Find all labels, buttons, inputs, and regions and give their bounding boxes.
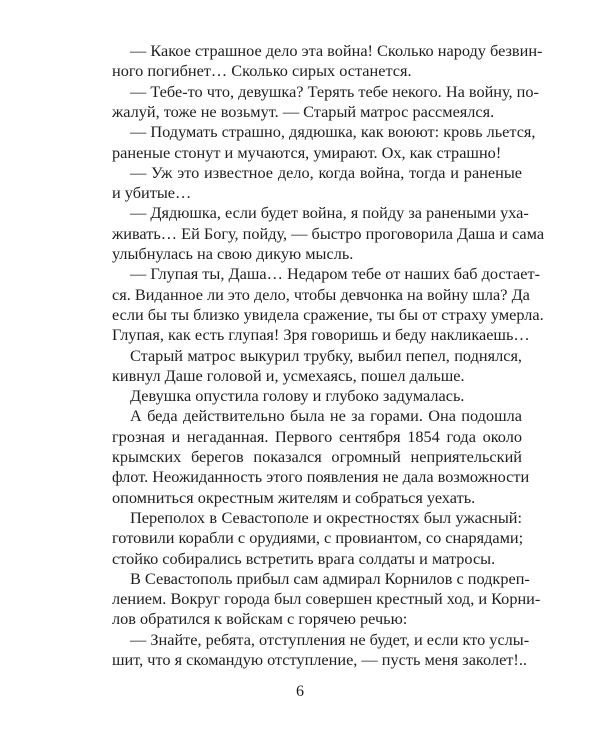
text-line: В Севастополь прибыл сам адмирал Корнилов с подкреп- [130, 568, 530, 588]
text-line: — Тебе-то что, девушка? Терять тебе некого. На войну, по- [130, 81, 539, 101]
text-line: Девушка опустила голову и глубоко задумалась. [130, 386, 465, 406]
text-line: — Какое страшное дело эта война! Сколько народу безвин- [130, 41, 543, 60]
text-line: — Подумать страшно, дядюшка, как воюют: кровь льется, [130, 122, 536, 142]
text-line: крымских берегов показался огромный неприятельский [112, 447, 522, 466]
text-line: раненые стонут и мучаются, умирают. Ох, как страшно! [112, 142, 502, 162]
text-line: улыбнулась на свою дикую мысль. [112, 244, 354, 263]
text-line: — Уж это известное дело, когда война, тогда и раненые [130, 162, 522, 182]
text-line: — Знайте, ребята, отступления не будет, и если кто услы- [130, 629, 530, 649]
text-line: Глупая, как есть глупая! Зря говоришь и беду накликаешь… [112, 325, 530, 345]
text-line: Старый матрос выкурил трубку, выбил пепел, поднялся, [130, 345, 522, 365]
text-line: опомниться окрестным жителям и собраться уехать. [112, 487, 476, 507]
text-line: лов обратился к войскам с горячею речью: [112, 609, 408, 629]
text-line: готовили корабли с орудиями, с провиантом, со снарядами; [112, 528, 524, 548]
text-line: ного погибнет… Сколько сирых останется. [112, 61, 412, 81]
text-line: жалуй, тоже не возьмут. — Старый матрос рассмеялся. [112, 101, 495, 121]
text-line: А беда действительно была не за горами. Она подошла [130, 406, 522, 426]
text-line: флот. Неожиданность этого появления не дала возможности [112, 467, 530, 487]
text-line: живать… Ей Богу, пойду, — быстро проговорила Даша и сама [112, 223, 545, 243]
text-line: если бы ты близко увидела сражение, ты бы от страху умерла. [112, 304, 544, 324]
text-line: шит, что я скомандую отступление, — пусть меня заколет!.. [112, 650, 527, 669]
text-line: кивнул Даше головой и, усмехаясь, пошел дальше. [112, 365, 465, 385]
text-line: и убитые… [112, 183, 192, 203]
text-line: стойко собирались встретить врага солдаты и матросы. [112, 548, 496, 568]
text-line: Переполох в Севастополе и окрестностях был ужасный: [130, 507, 522, 527]
text-line: — Дядюшка, если будет война, я пойду за ранеными уха- [130, 203, 529, 223]
text-line: лением. Вокруг города был совершен крестный ход, и Корни- [112, 589, 541, 609]
text-line: — Глупая ты, Даша… Недаром тебе от наших баб достает- [130, 264, 541, 284]
text-line: ся. Виданное ли это дело, чтобы девчонка на войну шла? Да [112, 284, 530, 304]
page-number: 6 [296, 683, 304, 700]
text-line: грозная и негаданная. Первого сентября 1854 года около [112, 426, 522, 446]
